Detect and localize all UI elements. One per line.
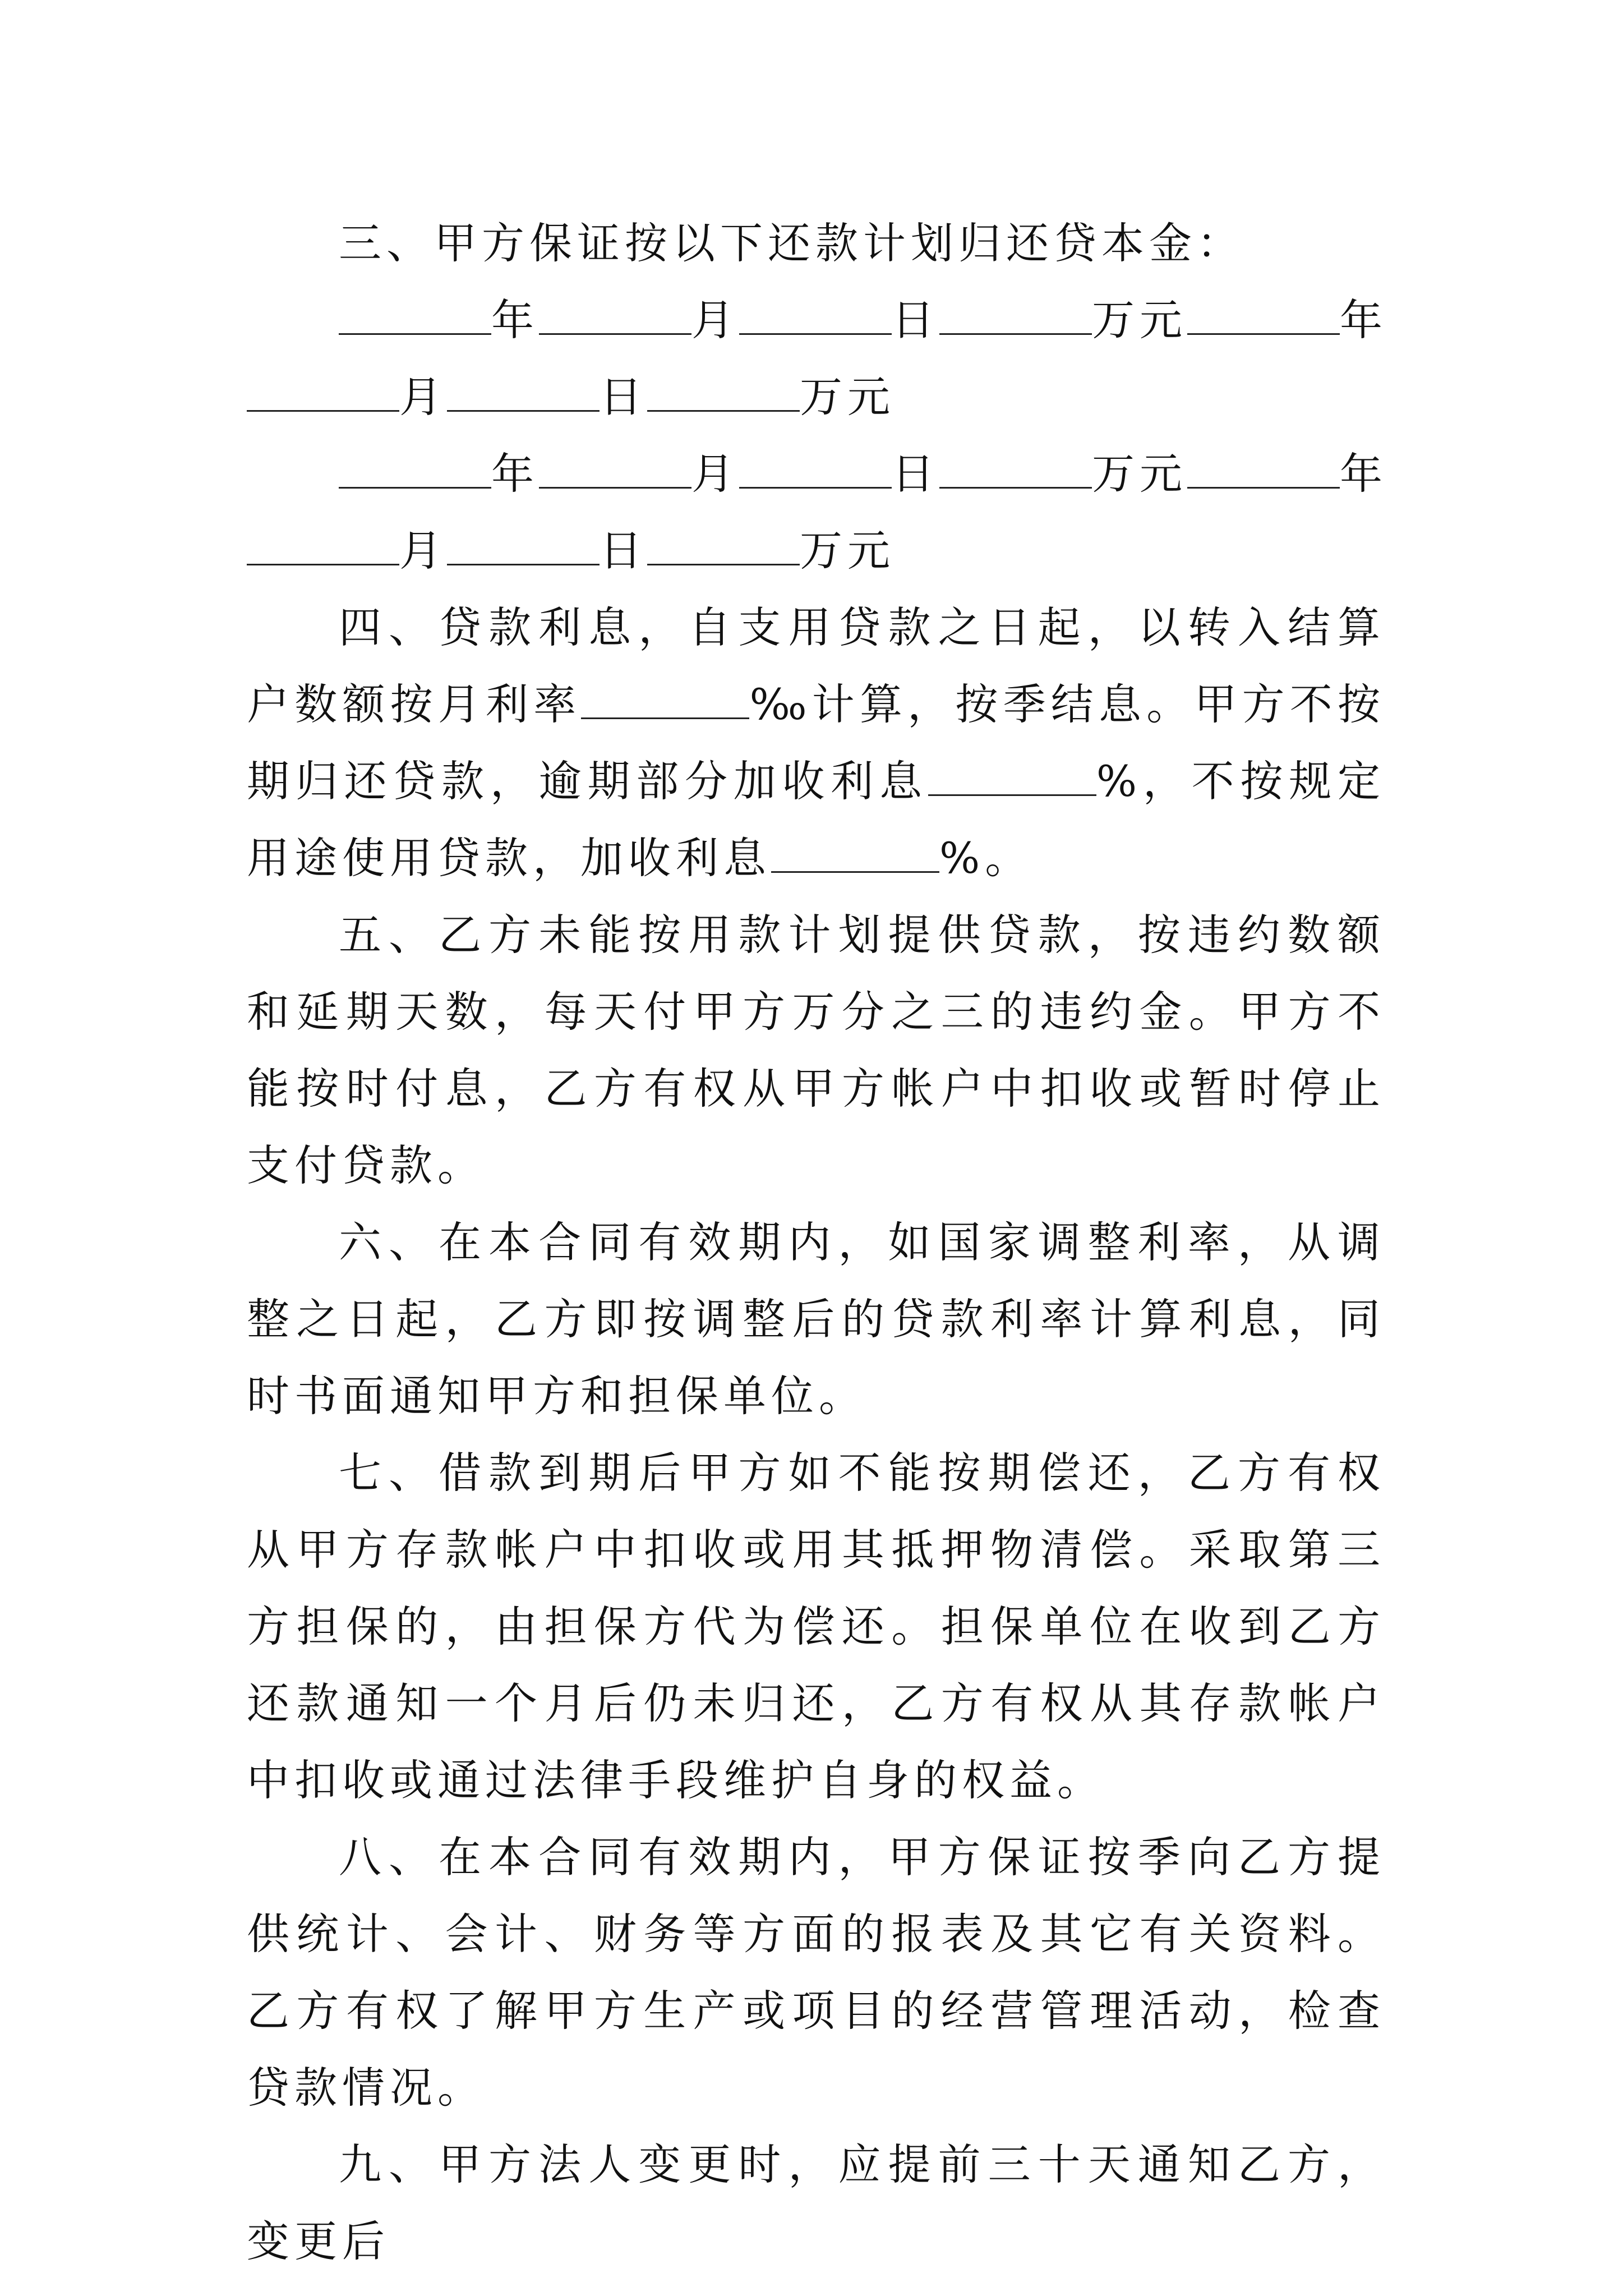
year-label: 年 [1340, 449, 1387, 499]
day-label: 日 [600, 526, 647, 576]
clause-4-text-1: 四、贷款利息，自支用贷款之日起，以转入结算户数额按月利率 [247, 602, 1385, 729]
contract-body [247, 205, 1385, 2280]
clause-8: 八、在本合同有效期内，甲方保证按季向乙方提供统计、会计、财务等方面的报表及其它有关资料。乙方有权了解甲方生产或项目的经营管理活动，检查贷款情况。 [247, 1832, 1385, 2113]
clause-5: 五、乙方未能按用款计划提供贷款，按违约数额和延期天数，每天付甲方万分之三的违约金。甲方不能按时付息，乙方有权从甲方帐户中扣收或暂时停止支付贷款。 [247, 910, 1385, 1190]
amount-blank[interactable] [939, 451, 1092, 489]
amount-blank[interactable] [647, 374, 800, 412]
day-blank[interactable] [447, 374, 600, 412]
month-label: 月 [399, 526, 447, 576]
amount-label: 万元 [800, 526, 895, 576]
clause-7: 七、借款到期后甲方如不能按期偿还，乙方有权从甲方存款帐户中扣收或用其抵押物清偿。采取第三方担保的，由担保方代为偿还。担保单位在收到乙方还款通知一个月后仍未归还，乙方有权从其存款帐户中扣收或通过法律手段维护自身的权益。 [247, 1448, 1385, 1805]
year-label: 年 [1340, 295, 1387, 345]
month-blank[interactable] [247, 528, 399, 565]
misuse-interest-blank[interactable] [771, 835, 939, 873]
overdue-interest-blank[interactable] [928, 758, 1096, 796]
amount-blank[interactable] [939, 297, 1092, 335]
year-blank[interactable] [1187, 297, 1340, 335]
clause-9: 九、甲方法人变更时，应提前三十天通知乙方，变更后 [247, 2139, 1385, 2266]
amount-label: 万元 [1092, 295, 1187, 345]
day-blank[interactable] [447, 528, 600, 565]
clause-4-text-4: %。 [939, 833, 1033, 883]
day-label: 日 [600, 372, 647, 422]
day-label: 日 [892, 449, 939, 499]
clause-6: 六、在本合同有效期内，如国家调整利率，从调整之日起，乙方即按调整后的贷款利率计算利息，同时书面通知甲方和担保单位。 [247, 1217, 1385, 1421]
month-label: 月 [691, 449, 739, 499]
day-blank[interactable] [739, 451, 892, 489]
amount-blank[interactable] [647, 528, 800, 565]
clause-3-heading: 三、甲方保证按以下还款计划归还贷本金： [339, 218, 1244, 268]
repayment-schedule-line-1a [247, 282, 1385, 358]
repayment-schedule-line-1b [247, 358, 1385, 435]
month-blank[interactable] [247, 374, 399, 412]
month-blank[interactable] [539, 451, 691, 489]
day-label: 日 [892, 295, 939, 345]
clause-4-text-2: ‰计算，按季结息。甲方不按期归还贷款，逾期部分加收利息 [247, 679, 1385, 806]
year-blank[interactable] [339, 297, 491, 335]
monthly-rate-blank[interactable] [581, 682, 749, 719]
year-blank[interactable] [339, 451, 491, 489]
month-label: 月 [399, 372, 447, 422]
day-blank[interactable] [739, 297, 892, 335]
repayment-schedule-line-2b [247, 512, 1385, 589]
month-label: 月 [691, 295, 739, 345]
clause-4-text-3: %，不按规定用途使用贷款，加收利息 [247, 756, 1386, 883]
month-blank[interactable] [539, 297, 691, 335]
clause-4 [247, 589, 1385, 896]
year-blank[interactable] [1187, 451, 1340, 489]
year-label: 年 [491, 295, 539, 345]
year-label: 年 [491, 449, 539, 499]
amount-label: 万元 [800, 372, 895, 422]
amount-label: 万元 [1092, 449, 1187, 499]
repayment-schedule-line-2a [247, 435, 1385, 512]
